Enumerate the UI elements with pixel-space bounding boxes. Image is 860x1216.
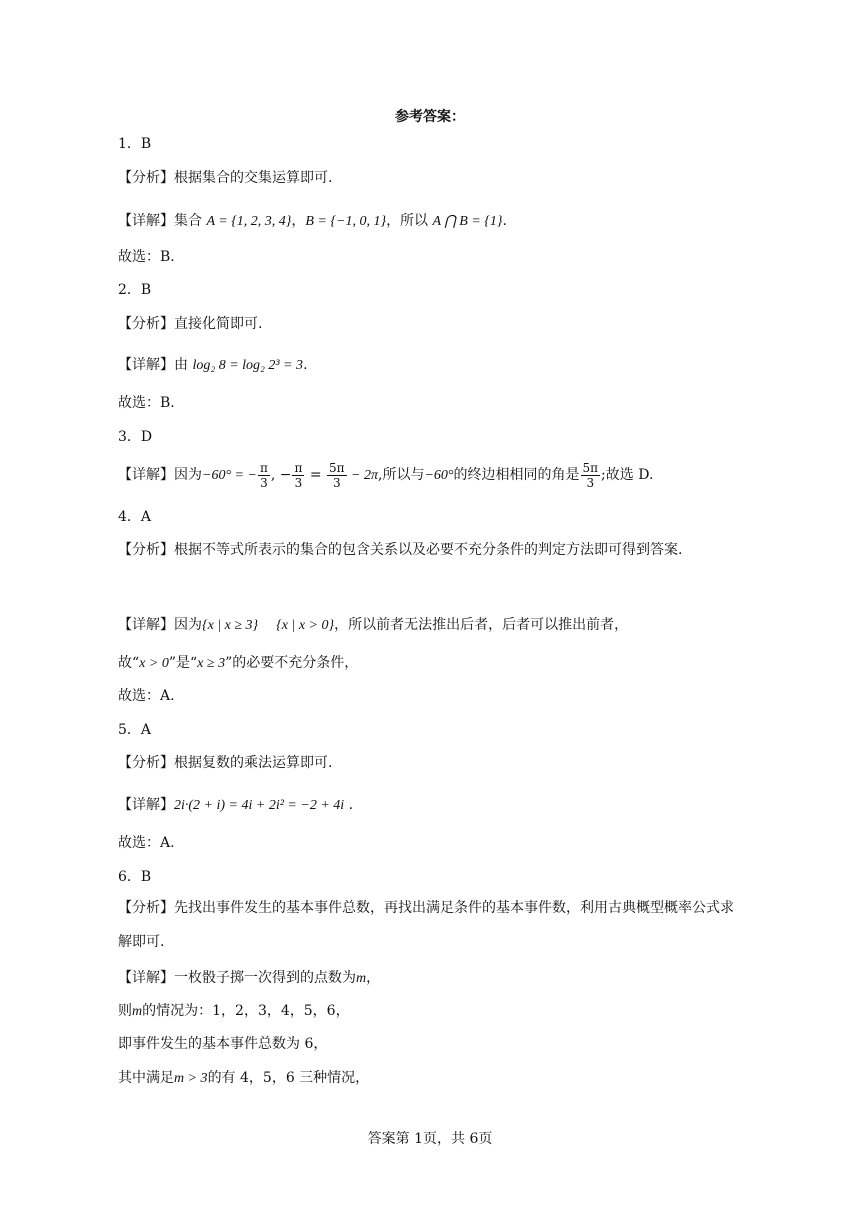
q2-answer: 2．B xyxy=(118,282,152,298)
q4-detail-text-d: ，所以前者无法推出后者，后者可以推出前者， xyxy=(334,617,629,633)
q3-detail-text-f: ,所以与 xyxy=(378,467,425,483)
q4-conclusion xyxy=(118,653,358,674)
q1-intersection: A ⋂ B = {1} xyxy=(432,214,503,229)
q6-answer: 6．B xyxy=(118,869,152,885)
q1-detail-text-g: . xyxy=(502,213,507,229)
q3-f3-den: 3 xyxy=(332,475,341,490)
q6-l4-a: 其中满足 xyxy=(118,1070,174,1086)
q6-detail-text-a: 【详解】一枚骰子掷一次得到的点数为 xyxy=(118,970,356,986)
q5-choice: 故选：A. xyxy=(118,835,175,851)
q3-detail-text-c: , − xyxy=(270,467,292,483)
q4-line2-e: ”的必要不充分条件， xyxy=(225,655,359,671)
q6-analysis: 【分析】先找出事件发生的基本事件总数，再找出满足条件的基本事件数，利用古典概型概率公式求解即可. xyxy=(118,900,734,950)
q2-analysis: 【分析】直接化简即可. xyxy=(118,316,263,332)
q1-detail-text-a: 【详解】集合 xyxy=(118,213,207,229)
q1-analysis: 【分析】根据集合的交集运算即可. xyxy=(118,170,333,186)
q5-analysis: 【分析】根据复数的乘法运算即可. xyxy=(118,755,333,771)
q3-detail-text-a: 【详解】因为 xyxy=(118,467,202,483)
q6-l2-a: 则 xyxy=(118,1003,132,1019)
q3-detail-text-d: = xyxy=(305,467,327,483)
q3-detail-text-g: −60° xyxy=(424,468,454,483)
q3-f4-num: 5π xyxy=(582,460,599,475)
q6-l4-b: m > 3 xyxy=(174,1071,208,1086)
q3-detail-text-e: − 2π xyxy=(347,468,379,483)
q6-l4-c: 的有 4，5，6 三种情况， xyxy=(207,1070,370,1086)
page-title: 参考答案： xyxy=(395,109,465,125)
q1-set-a: A = {1, 2, 3, 4} xyxy=(206,214,292,229)
q1-set-b: B = {−1, 0, 1} xyxy=(305,214,387,229)
q6-detail-text-b: ， xyxy=(366,970,381,986)
q4-detail-text-a: 【详解】因为 xyxy=(118,617,202,633)
q1-detail xyxy=(118,211,507,232)
q3-f3-num: 5π xyxy=(329,460,345,475)
q3-detail-text-i: ;故选 D. xyxy=(601,467,654,483)
q2-detail-text-c: . xyxy=(303,357,308,373)
q3-angle: −60° = − xyxy=(202,468,257,483)
q6-l2-var-m: m xyxy=(132,1004,143,1019)
q4-line2-b: x > 0 xyxy=(139,656,169,671)
q3-f2-den: 3 xyxy=(294,475,303,490)
q1-answer: 1．B xyxy=(118,136,152,152)
q5-detail xyxy=(118,795,353,816)
q4-line2-c: ”是“ xyxy=(168,655,198,671)
q5-detail-text-c: . xyxy=(344,797,354,813)
q3-detail xyxy=(118,458,653,493)
q3-f1-den: 3 xyxy=(260,475,268,490)
q4-analysis: 【分析】根据不等式所表示的集合的包含关系以及必要不充分条件的判定方法即可得到答案. xyxy=(118,542,683,558)
q3-f2-num: π xyxy=(294,460,303,475)
q4-answer: 4．A xyxy=(118,509,152,525)
q4-set-1: {x | x ≥ 3} xyxy=(202,618,259,633)
q3-fraction-3 xyxy=(327,461,347,490)
q6-line-3: 即事件发生的基本事件总数为 6， xyxy=(118,1036,328,1052)
q3-fraction-1 xyxy=(258,461,270,490)
q1-detail-text-e: ，所以 xyxy=(386,213,433,229)
q2-detail-text-a: 【详解】由 xyxy=(118,357,193,373)
q6-line-2 xyxy=(118,1001,350,1022)
q4-detail xyxy=(118,615,628,636)
q3-detail-text-h: 的终边相相同的角是 xyxy=(453,467,580,483)
page-footer: 答案第 1页，共 6页 xyxy=(367,1131,493,1147)
q1-detail-text-c: ， xyxy=(291,213,306,229)
q6-var-m: m xyxy=(356,971,367,986)
q3-f4-den: 3 xyxy=(586,475,595,490)
q5-answer: 5．A xyxy=(118,722,152,738)
q3-fraction-4 xyxy=(581,461,601,490)
q3-fraction-2 xyxy=(292,461,304,490)
q2-detail xyxy=(118,355,308,376)
q2-formula: log₂ 8 = log₂ 2³ = 3 xyxy=(192,358,304,373)
q4-line2-a: 故“ xyxy=(118,655,140,671)
q3-f1-num: π xyxy=(259,460,268,475)
q4-line2-d: x ≥ 3 xyxy=(197,656,226,671)
q3-answer: 3．D xyxy=(118,429,153,445)
q6-detail xyxy=(118,968,380,989)
q2-choice: 故选：B. xyxy=(118,395,175,411)
q4-choice: 故选：A. xyxy=(118,688,175,704)
q5-formula: 2i·(2 + i) = 4i + 2i² = −2 + 4i xyxy=(174,798,345,813)
q1-choice: 故选：B. xyxy=(118,249,175,265)
q5-detail-text-a: 【详解】 xyxy=(118,797,174,813)
q6-l2-b: 的情况为：1，2，3，4，5，6， xyxy=(142,1003,350,1019)
q6-line-4 xyxy=(118,1068,369,1089)
q4-set-2: {x | x > 0} xyxy=(276,618,335,633)
